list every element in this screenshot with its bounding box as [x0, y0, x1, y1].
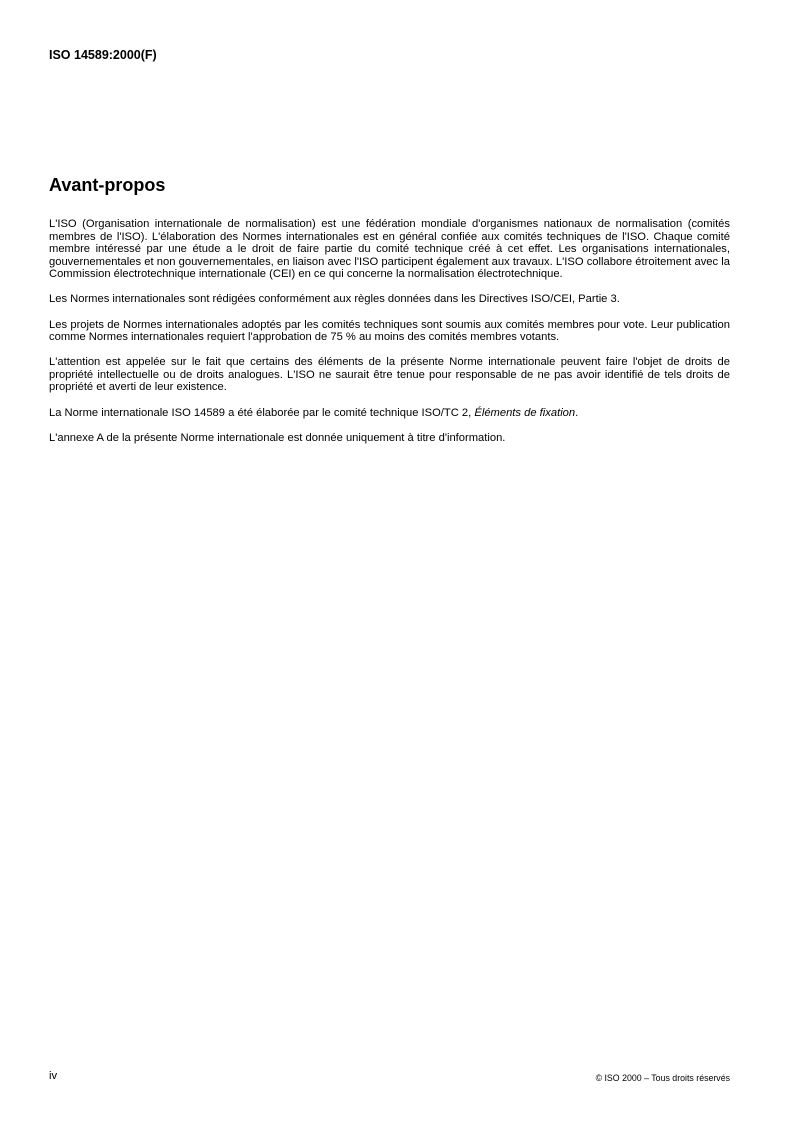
- paragraph-patent-rights: L'attention est appelée sur le fait que certains des éléments de la présente Norme internationale peuvent faire l'objet de droits de propriété intellectuelle ou de droits analogues. L'ISO ne saurait être tenue pour responsable de ne pas avoir identifié de tels droits de propriété et averti de leur existence.: [49, 356, 730, 394]
- paragraph-annex-note: L'annexe A de la présente Norme internationale est donnée uniquement à titre d'information.: [49, 431, 506, 444]
- section-title: Avant-propos: [49, 175, 166, 195]
- document-reference: ISO 14589:2000(F): [49, 48, 157, 62]
- paragraph-directives: Les Normes internationales sont rédigées conformément aux règles données dans les Directives ISO/CEI, Partie 3.: [49, 293, 620, 306]
- committee-statement-text: La Norme internationale ISO 14589 a été élaborée par le comité technique ISO/TC 2,: [49, 406, 475, 419]
- foreword-body: [49, 218, 730, 444]
- paragraph-iso-organisation: L'ISO (Organisation internationale de normalisation) est une fédération mondiale d'organismes nationaux de normalisation (comités membres de l'ISO). L'élaboration des Normes internationales est en général confiée aux comités techniques de l'ISO. Chaque comité membre intéressé par une étude a le droit de faire partie du comité technique créé à cet effet. Les organisations internationales, gouvernementales et non gouvernementales, en liaison avec l'ISO participent également aux travaux. L'ISO collabore étroitement avec la Commission électrotechnique internationale (CEI) en ce qui concerne la normalisation électrotechnique.: [49, 218, 730, 281]
- committee-statement-end: .: [575, 406, 579, 419]
- copyright-notice: © ISO 2000 – Tous droits réservés: [595, 1073, 730, 1083]
- paragraph-technical-committee: [49, 407, 730, 420]
- page-number: iv: [49, 1070, 58, 1082]
- committee-title: Éléments de fixation: [474, 406, 576, 419]
- paragraph-voting: Les projets de Normes internationales adoptés par les comités techniques sont soumis aux comités membres pour vote. Leur publication comme Normes internationales requiert l'approbation de 75 % au moins des comités membres votants.: [49, 318, 730, 344]
